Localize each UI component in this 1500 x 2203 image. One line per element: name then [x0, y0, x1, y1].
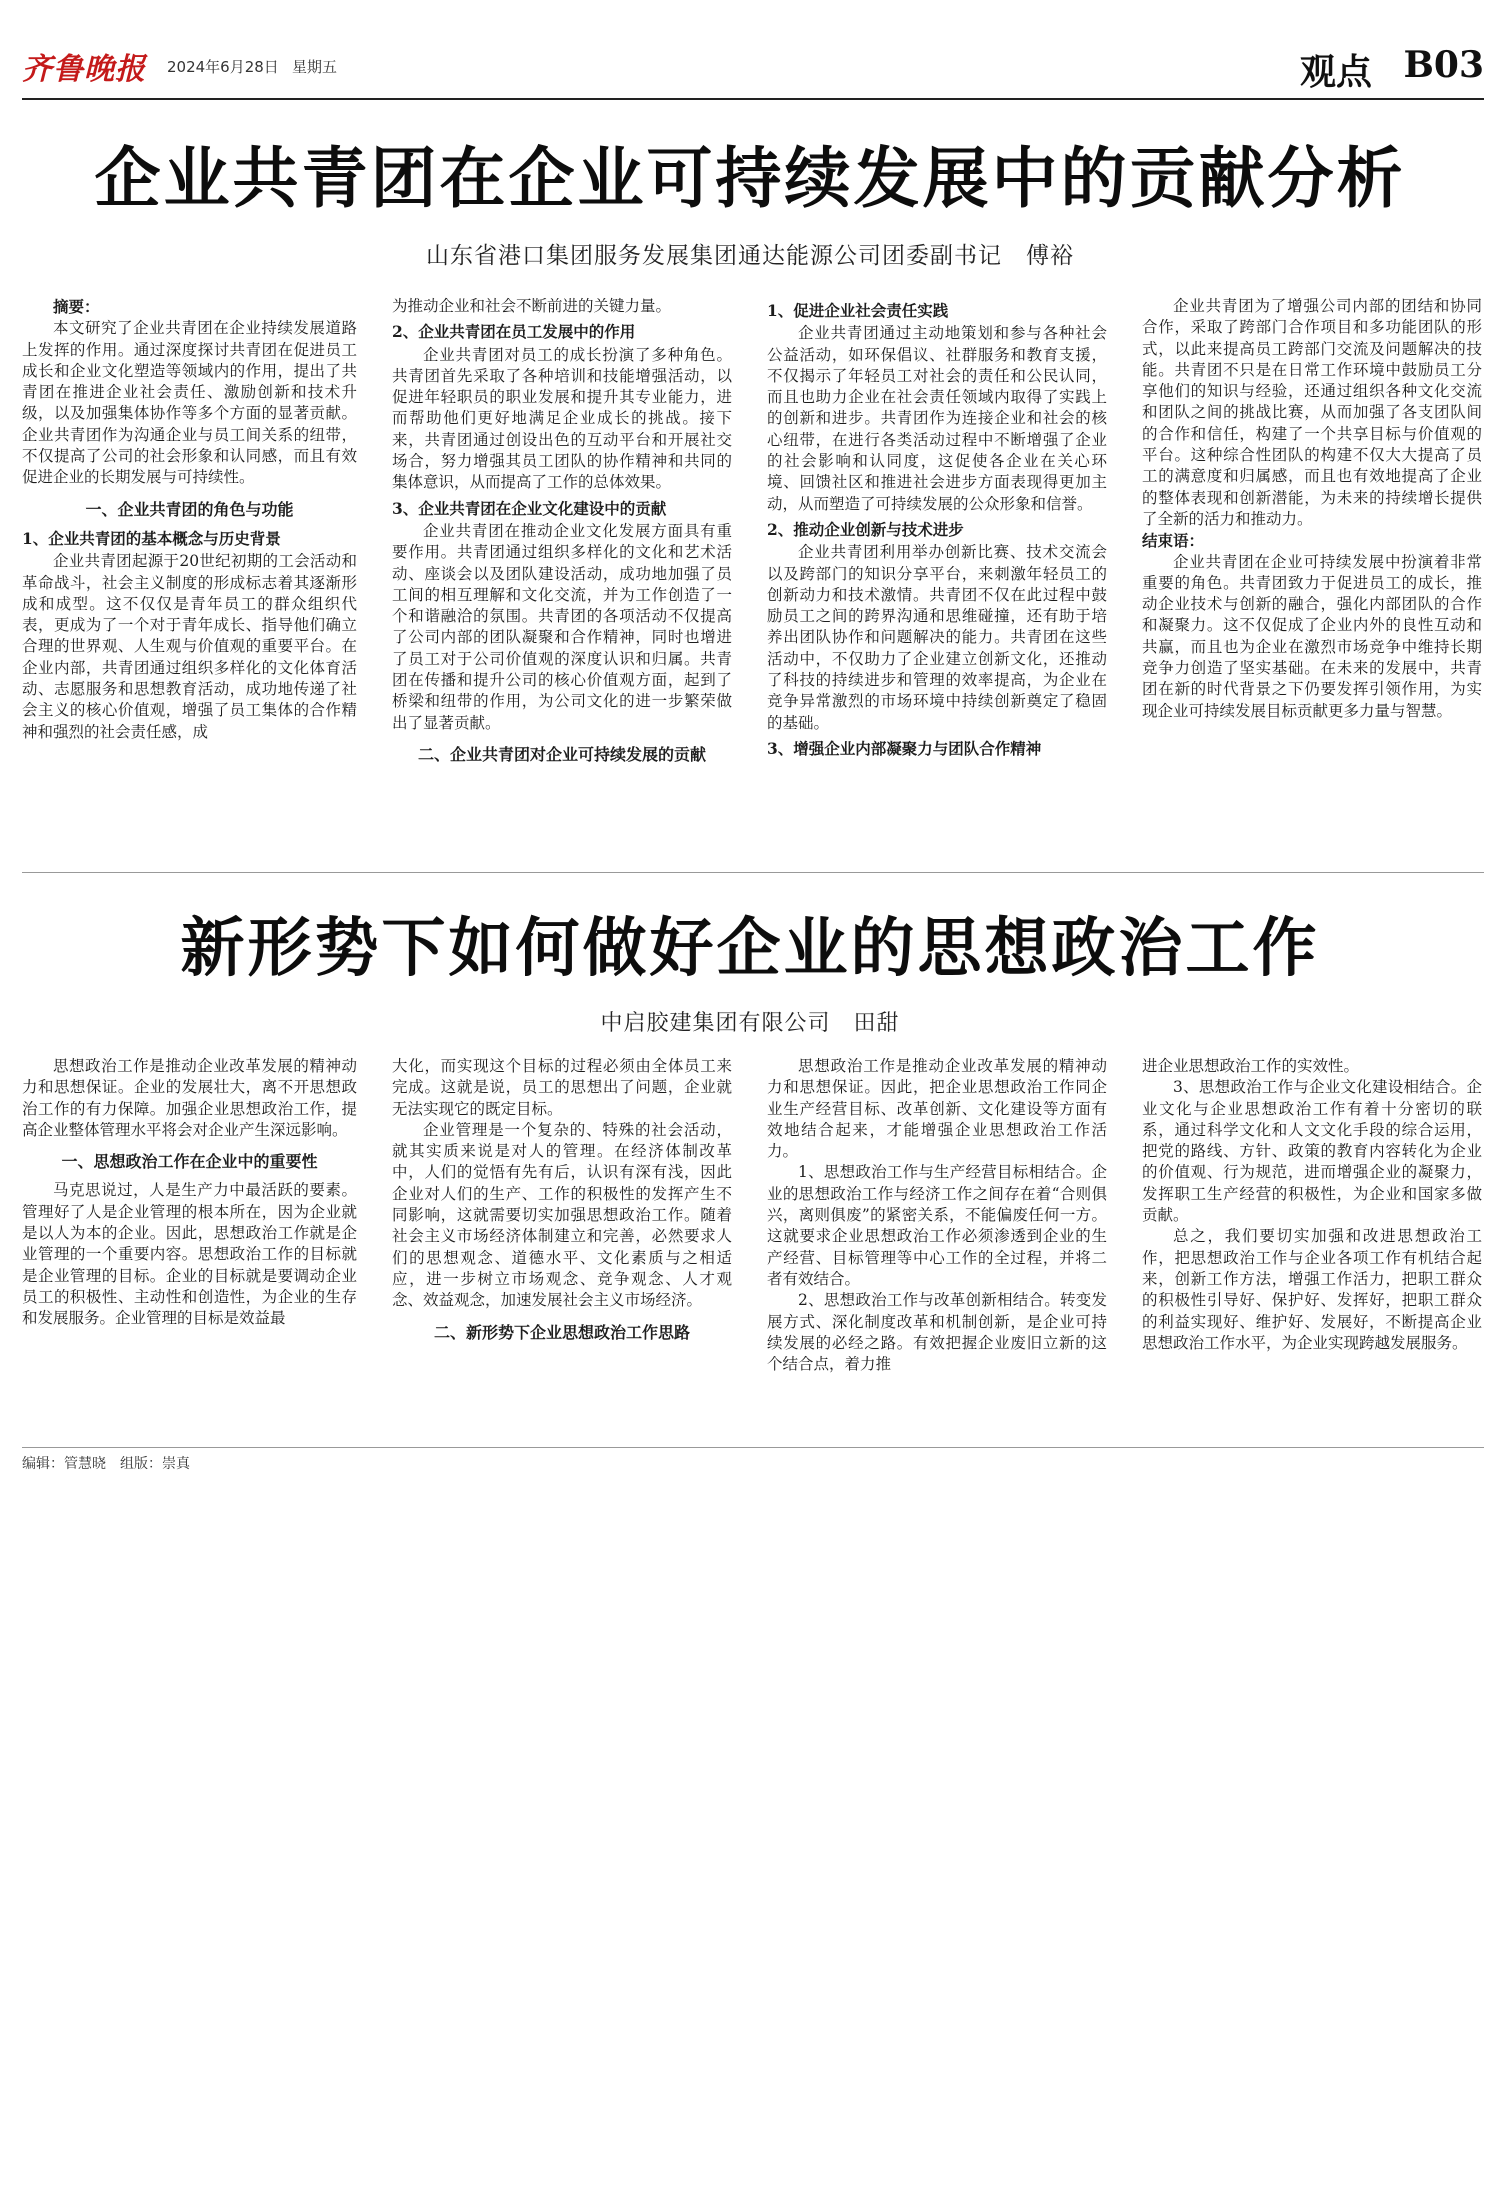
section-heading: 一、企业共青团的角色与功能 [85, 499, 294, 519]
masthead-logo: 齐鲁晚报 [22, 52, 146, 87]
issue-weekday: 星期五 [292, 58, 338, 76]
page-code: B03 [1403, 44, 1484, 86]
paragraph: 马克思说过，人是生产力中最活跃的要素。管理好了人是企业管理的根本所在，因为企业就是以人为本的企业。因此，思想政治工作就是企业管理的一个重要内容。思想政治工作的目标就是企业管理的目标。企业的目标就是要调动企业员工的积极性、主动性和创造性，为企业的生存和发展服务。企业管理的目标是效益最 [22, 1181, 357, 1328]
subheading: 2、企业共青团在员工发展中的作用 [392, 322, 636, 342]
subheading: 3、增强企业内部凝聚力与团队合作精神 [767, 738, 1042, 758]
article1-column-4 [1142, 296, 1482, 722]
paragraph: 大化，而实现这个目标的过程必须由全体员工来完成。这就是说，员工的思想出了问题，企业就无法实现它的既定目标。 [392, 1057, 732, 1118]
paragraph: 企业共青团在企业可持续发展中扮演着非常重要的角色。共青团致力于促进员工的成长，推动企业技术与创新的融合，强化内部团队的合作和凝聚力。这不仅促成了企业内外的良性互动和共赢，而且也为企业在激烈市场竞争中维持长期竞争力创造了坚实基础。在未来的发展中，共青团在新的时代背景之下仍要发挥引领作用，为实现企业可持续发展目标贡献更多力量与智慧。 [1142, 552, 1482, 720]
paragraph: 进企业思想政治工作的实效性。 [1142, 1057, 1360, 1075]
paragraph: 企业共青团为了增强公司内部的团结和协同合作，采取了跨部门合作项目和多功能团队的形式，以此来提高员工跨部门交流及问题解决的技能。共青团不只是在日常工作环境中鼓励员工分享他们的知识与经验，还通过组织各种文化交流和团队之间的挑战比赛，从而加强了各支团队间的合作和信任，构建了一个共享目标与价值观的平台。这种综合性团队的构建不仅大大提高了员工的满意度和归属感，而且也有效地提高了企业的整体表现和创新潜能，为未来的持续增长提供了全新的活力和推动力。 [1142, 297, 1482, 528]
article1-column-2 [392, 296, 732, 773]
article2-column-2 [392, 1056, 732, 1351]
article2-column-3 [767, 1056, 1107, 1375]
article1-column-3 [767, 296, 1107, 761]
article1-title: 企业共青团在企业可持续发展中的贡献分析 [94, 139, 1406, 217]
paragraph: 思想政治工作是推动企业改革发展的精神动力和思想保证。企业的发展壮大，离不开思想政治工作的有力保障。加强企业思想政治工作，提高企业整体管理水平将会对企业产生深远影响。 [22, 1057, 357, 1139]
article2-byline: 中启胶建集团有限公司 田甜 [600, 1011, 900, 1036]
paragraph: 企业共青团起源于20世纪初期的工会活动和革命战斗，社会主义制度的形成标志着其逐渐形成和成型。这不仅仅是青年员工的群众组织代表，更成为了一个对于青年成长、指导他们确立合理的世界观、人生观与价值观的重要平台。在企业内部，共青团通过组织多样化的文化体育活动、志愿服务和思想教育活动，成功地传递了社会主义的核心价值观，增强了员工集体的合作精神和强烈的社会责任感，成 [22, 552, 357, 741]
paragraph: 1、思想政治工作与生产经营目标相结合。企业的思想政治工作与经济工作之间存在着“合则俱兴，离则俱废”的紧密关系，不能偏废任何一方。这就要求企业思想政治工作必须渗透到企业的生产经营、目标管理等中心工作的全过程，并将二者有效结合。 [767, 1163, 1107, 1288]
paragraph: 企业共青团对员工的成长扮演了多种角色。共青团首先采取了各种培训和技能增强活动，以促进年轻职员的职业发展和提升其专业能力，进而帮助他们更好地满足企业成长的挑战。接下来，共青团通过创设出色的互动平台和开展社交场合，努力增强其员工团队的协作精神和共同的集体意识，从而提高了工作的总体效果。 [392, 345, 732, 492]
issue-date: 2024年6月28日 [167, 58, 279, 76]
abstract-label: 摘要： [53, 297, 100, 316]
subheading: 1、企业共青团的基本概念与历史背景 [22, 528, 281, 548]
paragraph: 总之，我们要切实加强和改进思想政治工作，把思想政治工作与企业各项工作有机结合起来，创新工作方法，增强工作活力，把职工群众的积极性引导好、保护好、发挥好，把职工群众的利益实现好、维护好、发展好，不断提高企业思想政治工作水平，为企业实现跨越发展服务。 [1142, 1227, 1482, 1352]
article2-title: 新形势下如何做好企业的思想政治工作 [180, 911, 1320, 986]
abstract-text: 本文研究了企业共青团在企业持续发展道路上发挥的作用。通过深度探讨共青团在促进员工成长和企业文化塑造等领域内的作用，提出了共青团在推进企业社会责任、激励创新和技术升级，以及加强集体协作等多个方面的显著贡献。企业共青团作为沟通企业与员工间关系的纽带，不仅提高了公司的社会形象和认同感，而且有效促进企业的长期发展与可持续性。 [22, 319, 357, 487]
section-name: 观点 [1299, 51, 1372, 93]
section-heading: 二、新形势下企业思想政治工作思路 [433, 1322, 690, 1342]
paragraph: 2、思想政治工作与改革创新相结合。转变发展方式、深化制度改革和机制创新，是企业可持续发展的必经之路。有效把握企业废旧立新的这个结合点，着力推 [767, 1291, 1107, 1374]
header-rule [22, 98, 1484, 100]
article2-column-4 [1142, 1056, 1482, 1354]
article1-column-1 [22, 296, 357, 743]
paragraph: 企业管理是一个复杂的、特殊的社会活动，就其实质来说是对人的管理。在经济体制改革中，人们的觉悟有先有后，认识有深有浅，因此企业对人们的生产、工作的积极性的发挥产生不同影响，这就需要切实加强思想政治工作。随着社会主义市场经济体制建立和完善，必然要求人们的思想观念、道德水平、文化素质与之相适应，进一步树立市场观念、竞争观念、人才观念、效益观念，加速发展社会主义市场经济。 [392, 1120, 732, 1310]
paragraph: 思想政治工作是推动企业改革发展的精神动力和思想保证。因此，把企业思想政治工作同企业生产经营目标、改革创新、文化建设等方面有效地结合起来，才能增强企业思想政治工作活力。 [767, 1057, 1107, 1161]
subheading: 3、企业共青团在企业文化建设中的贡献 [392, 498, 667, 518]
paragraph: 3、思想政治工作与企业文化建设相结合。企业文化与企业思想政治工作有着十分密切的联系，通过科学文化和人文文化手段的综合运用，把党的路线、方针、政策的教育内容转化为企业的价值观、行为规范，进而增强企业的凝聚力，发挥职工生产经营的积极性，为企业和国家多做贡献。 [1142, 1078, 1482, 1225]
paragraph: 企业共青团通过主动地策划和参与各种社会公益活动，如环保倡议、社群服务和教育支援，不仅揭示了年轻员工对社会的责任和公民认同，而且也助力企业在社会责任领域内取得了实践上的创新和进步。共青团作为连接企业和社会的核心纽带，在进行各类活动过程中不断增强了企业的社会影响和认同度，这促使各企业在关心环境、回馈社区和推进社会进步方面表现得更加主动，从而塑造了可持续发展的公众形象和信誉。 [767, 324, 1107, 513]
article1-byline: 山东省港口集团服务发展集团通达能源公司团委副书记 傅裕 [426, 243, 1074, 269]
subheading: 1、促进企业社会责任实践 [767, 301, 949, 320]
section-heading: 一、思想政治工作在企业中的重要性 [61, 1152, 318, 1172]
page-header [22, 40, 1484, 96]
footer-rule [22, 1447, 1484, 1448]
editor-credits: 编辑：管慧晓 组版：崇真 [22, 1456, 190, 1472]
article-divider [22, 872, 1484, 873]
conclusion-label: 结束语： [1142, 531, 1205, 551]
paragraph: 企业共青团利用举办创新比赛、技术交流会以及跨部门的知识分享平台，来刺激年轻员工的创新动力和技术激情。共青团不仅在此过程中鼓励员工之间的跨界沟通和思维碰撞，还有助于培养出团队协作和问题解决的能力。共青团在这些活动中，不仅助力了企业建立创新文化，还推动了科技的持续进步和管理的效率提高，为企业在竞争异常激烈的市场环境中持续创新奠定了稳固的基础。 [767, 543, 1107, 732]
paragraph: 为推动企业和社会不断前进的关键力量。 [392, 297, 672, 315]
article2-column-1 [22, 1056, 357, 1330]
subheading: 2、推动企业创新与技术进步 [767, 519, 964, 539]
section-heading: 二、企业共青团对企业可持续发展的贡献 [417, 744, 706, 764]
paragraph: 企业共青团在推动企业文化发展方面具有重要作用。共青团通过组织多样化的文化和艺术活动、座谈会以及团队建设活动，成功地加强了员工间的相互理解和文化交流，并为工作创造了一个和谐融洽的氛围。共青团的各项活动不仅提高了公司内部的团队凝聚和合作精神，同时也增进了员工对于公司价值观的深度认识和归属。共青团在传播和提升公司的核心价值观方面，起到了桥梁和纽带的作用，为公司文化的进一步繁荣做出了显著贡献。 [392, 521, 732, 732]
